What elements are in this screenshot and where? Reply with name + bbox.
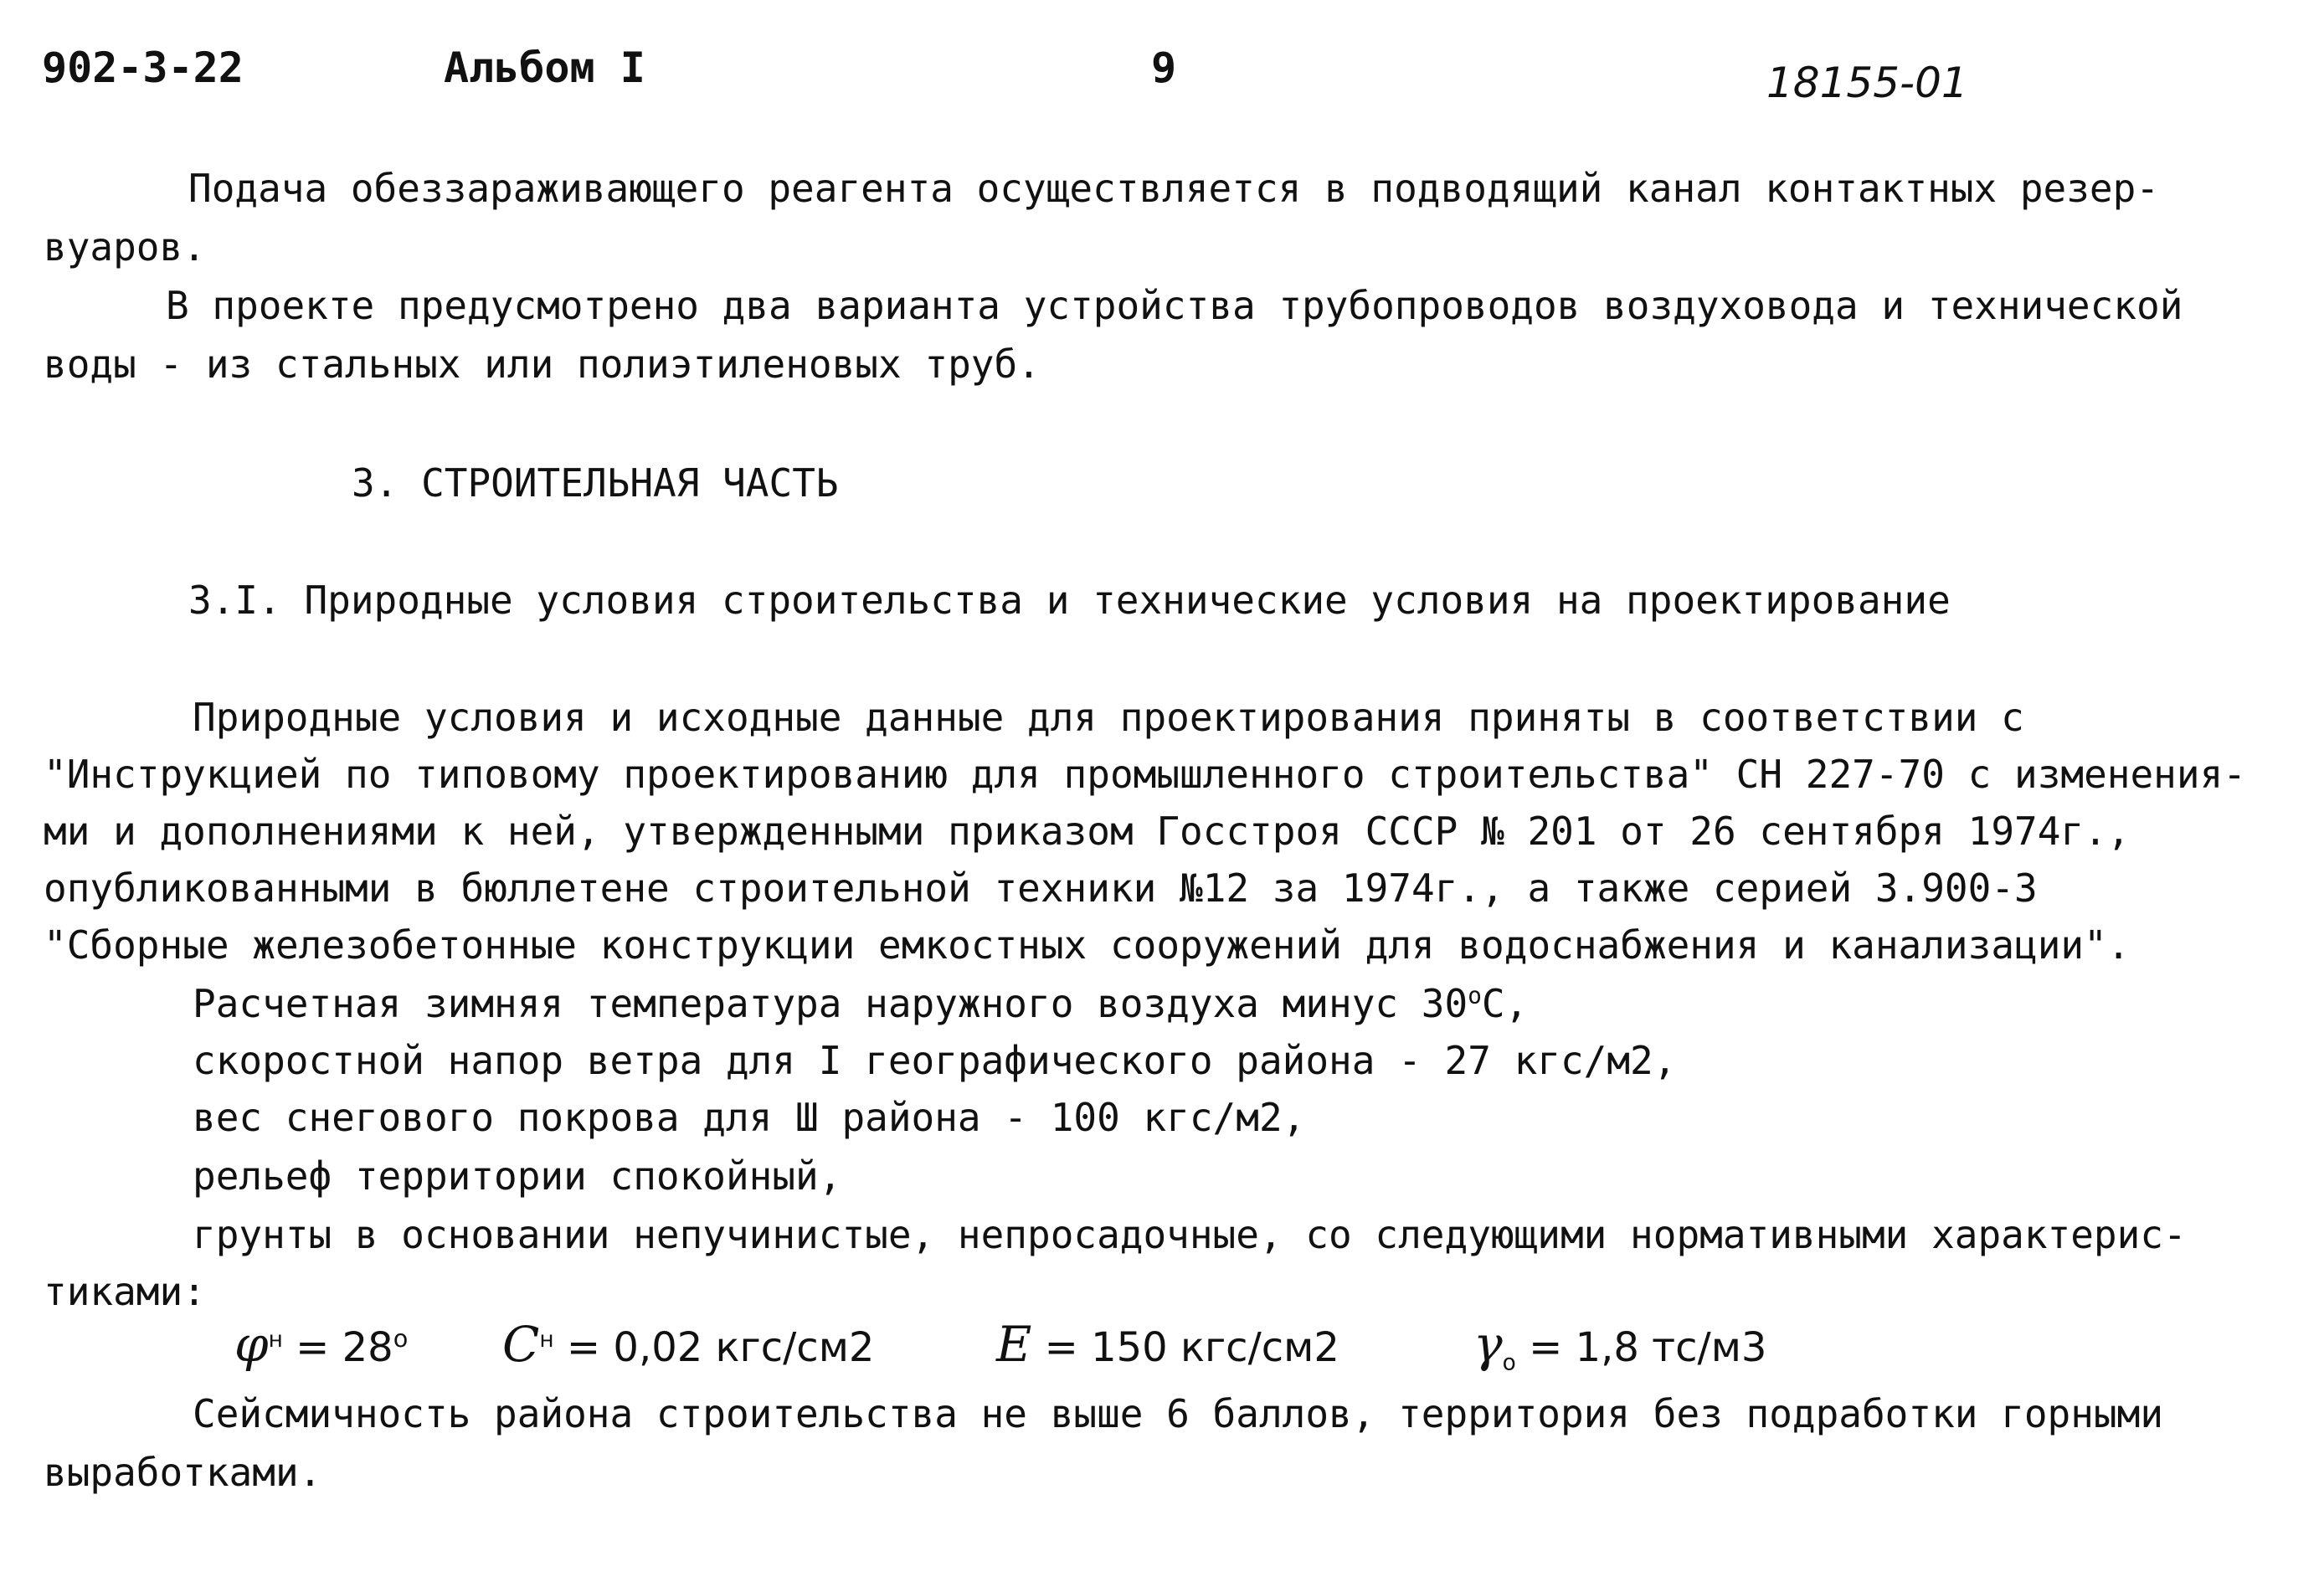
- seismic-line-1: Сейсмичность района строительства не выше 6 баллов, территория без подработки горными: [193, 1391, 2164, 1436]
- gamma-symbol: γ: [1473, 1316, 1503, 1373]
- gamma-value: = 1,8 тс/м3: [1529, 1324, 1767, 1371]
- paragraph-1-line-1: Подача обеззараживающего реагента осуществляется в подводящий канал контактных резер-: [188, 166, 2160, 211]
- section-title: 3. СТРОИТЕЛЬНАЯ ЧАСТЬ: [352, 460, 839, 506]
- paragraph-1-line-2: вуаров.: [44, 224, 206, 270]
- soil-line-1: грунты в основании непучинистые, непросадочные, со следующими нормативными характерис-: [193, 1212, 2187, 1257]
- body-line-2: "Инструкцией по типовому проектированию для промышленного строительства" СН 227-70 с изменения-: [44, 752, 2246, 797]
- paragraph-2-line-1: В проекте предусмотрено два варианта устройства трубопроводов воздуховода и технической: [166, 283, 2183, 328]
- relief-line: рельеф территории спокойный,: [193, 1153, 842, 1199]
- phi-degree: о: [393, 1324, 409, 1353]
- formula-density: [1473, 1316, 1766, 1376]
- e-value: = 150 кгс/см2: [1044, 1324, 1339, 1371]
- registration-number: 18155-01: [1766, 59, 1968, 107]
- temperature-unit: С,: [1481, 981, 1529, 1026]
- formula-modulus: [996, 1316, 1339, 1373]
- degree-mark: о: [1468, 981, 1482, 1009]
- c-value: = 0,02 кгс/см2: [566, 1324, 875, 1371]
- soil-line-2: тиками:: [44, 1269, 206, 1314]
- seismic-line-2: выработками.: [44, 1450, 322, 1495]
- body-line-5: "Сборные железобетонные конструкции емкостных сооружений для водоснабжения и канализации".: [44, 922, 2131, 968]
- phi-mark: н: [268, 1327, 283, 1353]
- wind-line: скоростной напор ветра для I географического района - 27 кгс/м2,: [193, 1038, 1677, 1083]
- formula-cohesion: [502, 1316, 874, 1373]
- phi-symbol: φ: [234, 1316, 269, 1373]
- page-number: 9: [1151, 44, 1177, 92]
- paragraph-2-line-2: воды - из стальных или полиэтиленовых труб.: [44, 342, 1041, 387]
- body-line-4: опубликованными в бюллетене строительной техники №12 за 1974г., а также серией 3.900-3: [44, 865, 2038, 911]
- c-mark: н: [539, 1327, 554, 1353]
- body-line-3: ми и дополнениями к ней, утвержденными приказом Госстроя СССР № 201 от 26 сентября 1974г.,: [44, 809, 2131, 854]
- body-line-1: Природные условия и исходные данные для проектирования приняты в соответствии с: [193, 695, 2024, 740]
- temperature-text: Расчетная зимняя температура наружного воздуха минус 30: [193, 981, 1468, 1026]
- e-symbol: Е: [996, 1316, 1032, 1373]
- c-symbol: С: [502, 1316, 540, 1373]
- album-label: Альбом I: [444, 44, 645, 92]
- gamma-sub: о: [1502, 1349, 1516, 1376]
- formula-phi: [234, 1316, 408, 1373]
- doc-code: 902-3-22: [42, 44, 244, 92]
- subsection-title: 3.I. Природные условия строительства и технические условия на проектирование: [188, 578, 1951, 623]
- temperature-line: [193, 981, 1528, 1026]
- snow-line: вес снегового покрова для Ш района - 100 кгс/м2,: [193, 1095, 1306, 1140]
- phi-value: = 28: [296, 1324, 393, 1371]
